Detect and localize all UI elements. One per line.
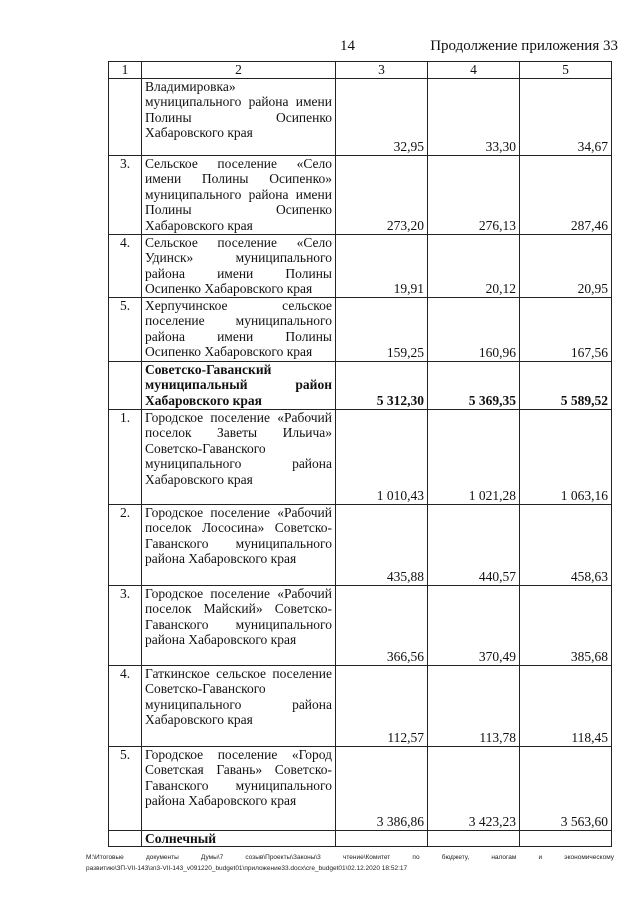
value-col3: 112,57 — [336, 665, 428, 746]
column-number: 4 — [428, 62, 520, 79]
table-row — [109, 665, 612, 746]
district-total-row — [109, 361, 612, 409]
value-col4: 370,49 — [428, 585, 520, 665]
settlement-name: Гаткинское сельское поселение Советско-Гаванского муниципального района Хабаровского края — [142, 665, 336, 746]
value-col3: 273,20 — [336, 155, 428, 234]
value-col4: 160,96 — [428, 297, 520, 361]
value-col3: 32,95 — [336, 78, 428, 155]
column-number: 2 — [142, 62, 336, 79]
settlement-name: Городское поселение «Рабочий поселок Майский» Советско-Гаванского муниципального района Хабаровского края — [142, 585, 336, 665]
row-number: 4. — [109, 665, 142, 746]
value-col5: 20,95 — [520, 234, 612, 297]
value-col4: 440,57 — [428, 504, 520, 585]
value-col4: 3 423,23 — [428, 746, 520, 830]
row-number: 5. — [109, 746, 142, 830]
row-number: 2. — [109, 504, 142, 585]
value-col5: 3 563,60 — [520, 746, 612, 830]
file-path-footer — [86, 852, 614, 874]
row-number: 1. — [109, 409, 142, 504]
settlement-name: Городское поселение «Рабочий поселок Заветы Ильича» Советско-Гаванского муниципального района Хабаровского края — [142, 409, 336, 504]
footer-path-line: развитию\ЗП-VII-143\зп3-VII-143_v091220_budget01\приложение33.docx\cre_budget01\02.12.2020 18:52:17 — [86, 865, 408, 872]
value-col5: 118,45 — [520, 665, 612, 746]
table-row — [109, 746, 612, 830]
row-number — [109, 78, 142, 155]
value-col3: 19,91 — [336, 234, 428, 297]
footer-path-line: М:\Итоговые документы Думы\7 созыв\Проекты\Законы\3 чтение\Комитет по бюджету, налогам и экономическому — [86, 854, 614, 861]
value-col3: 1 010,43 — [336, 409, 428, 504]
column-numbers-row — [109, 62, 612, 79]
value-col5: 385,68 — [520, 585, 612, 665]
column-number: 5 — [520, 62, 612, 79]
row-number: 3. — [109, 585, 142, 665]
row-number — [109, 830, 142, 847]
value-col3: 435,88 — [336, 504, 428, 585]
value-col5: 34,67 — [520, 78, 612, 155]
value-col3 — [336, 830, 428, 847]
value-col4: 20,12 — [428, 234, 520, 297]
value-col5: 5 589,52 — [520, 361, 612, 409]
value-col3: 159,25 — [336, 297, 428, 361]
row-number: 5. — [109, 297, 142, 361]
settlement-name: Сельское поселение «Село Удинск» муниципального района имени Полины Осипенко Хабаровского края — [142, 234, 336, 297]
settlement-name: Херпучинское сельское поселение муниципального района имени Полины Осипенко Хабаровского края — [142, 297, 336, 361]
value-col5: 458,63 — [520, 504, 612, 585]
district-name: Советско-Гаванский муниципальный район Хабаровского края — [142, 361, 336, 409]
settlement-name: Городское поселение «Рабочий поселок Лососина» Советско-Гаванского муниципального района Хабаровского края — [142, 504, 336, 585]
page-number: 14 — [340, 38, 355, 54]
settlement-name: Владимировка» муниципального района имени Полины Осипенко Хабаровского края — [142, 78, 336, 155]
value-col4: 1 021,28 — [428, 409, 520, 504]
table-row — [109, 78, 612, 155]
budget-table — [108, 61, 612, 847]
value-col3: 5 312,30 — [336, 361, 428, 409]
district-total-row — [109, 830, 612, 847]
value-col5 — [520, 830, 612, 847]
value-col5: 167,56 — [520, 297, 612, 361]
column-number: 1 — [109, 62, 142, 79]
settlement-name: Сельское поселение «Село имени Полины Осипенко» муниципального района имени Полины Осипенко Хабаровского края — [142, 155, 336, 234]
continuation-heading: Продолжение приложения 33 — [430, 38, 618, 54]
table-row — [109, 297, 612, 361]
row-number: 4. — [109, 234, 142, 297]
table-row — [109, 234, 612, 297]
table-row — [109, 409, 612, 504]
value-col3: 366,56 — [336, 585, 428, 665]
value-col4 — [428, 830, 520, 847]
column-number: 3 — [336, 62, 428, 79]
row-number: 3. — [109, 155, 142, 234]
table-row — [109, 155, 612, 234]
value-col5: 287,46 — [520, 155, 612, 234]
value-col5: 1 063,16 — [520, 409, 612, 504]
value-col4: 5 369,35 — [428, 361, 520, 409]
row-number — [109, 361, 142, 409]
table-row — [109, 585, 612, 665]
value-col4: 113,78 — [428, 665, 520, 746]
value-col4: 276,13 — [428, 155, 520, 234]
value-col4: 33,30 — [428, 78, 520, 155]
settlement-name: Городское поселение «Город Советская Гавань» Советско-Гаванского муниципального района Хабаровского края — [142, 746, 336, 830]
value-col3: 3 386,86 — [336, 746, 428, 830]
table-row — [109, 504, 612, 585]
district-name: Солнечный — [142, 830, 336, 847]
